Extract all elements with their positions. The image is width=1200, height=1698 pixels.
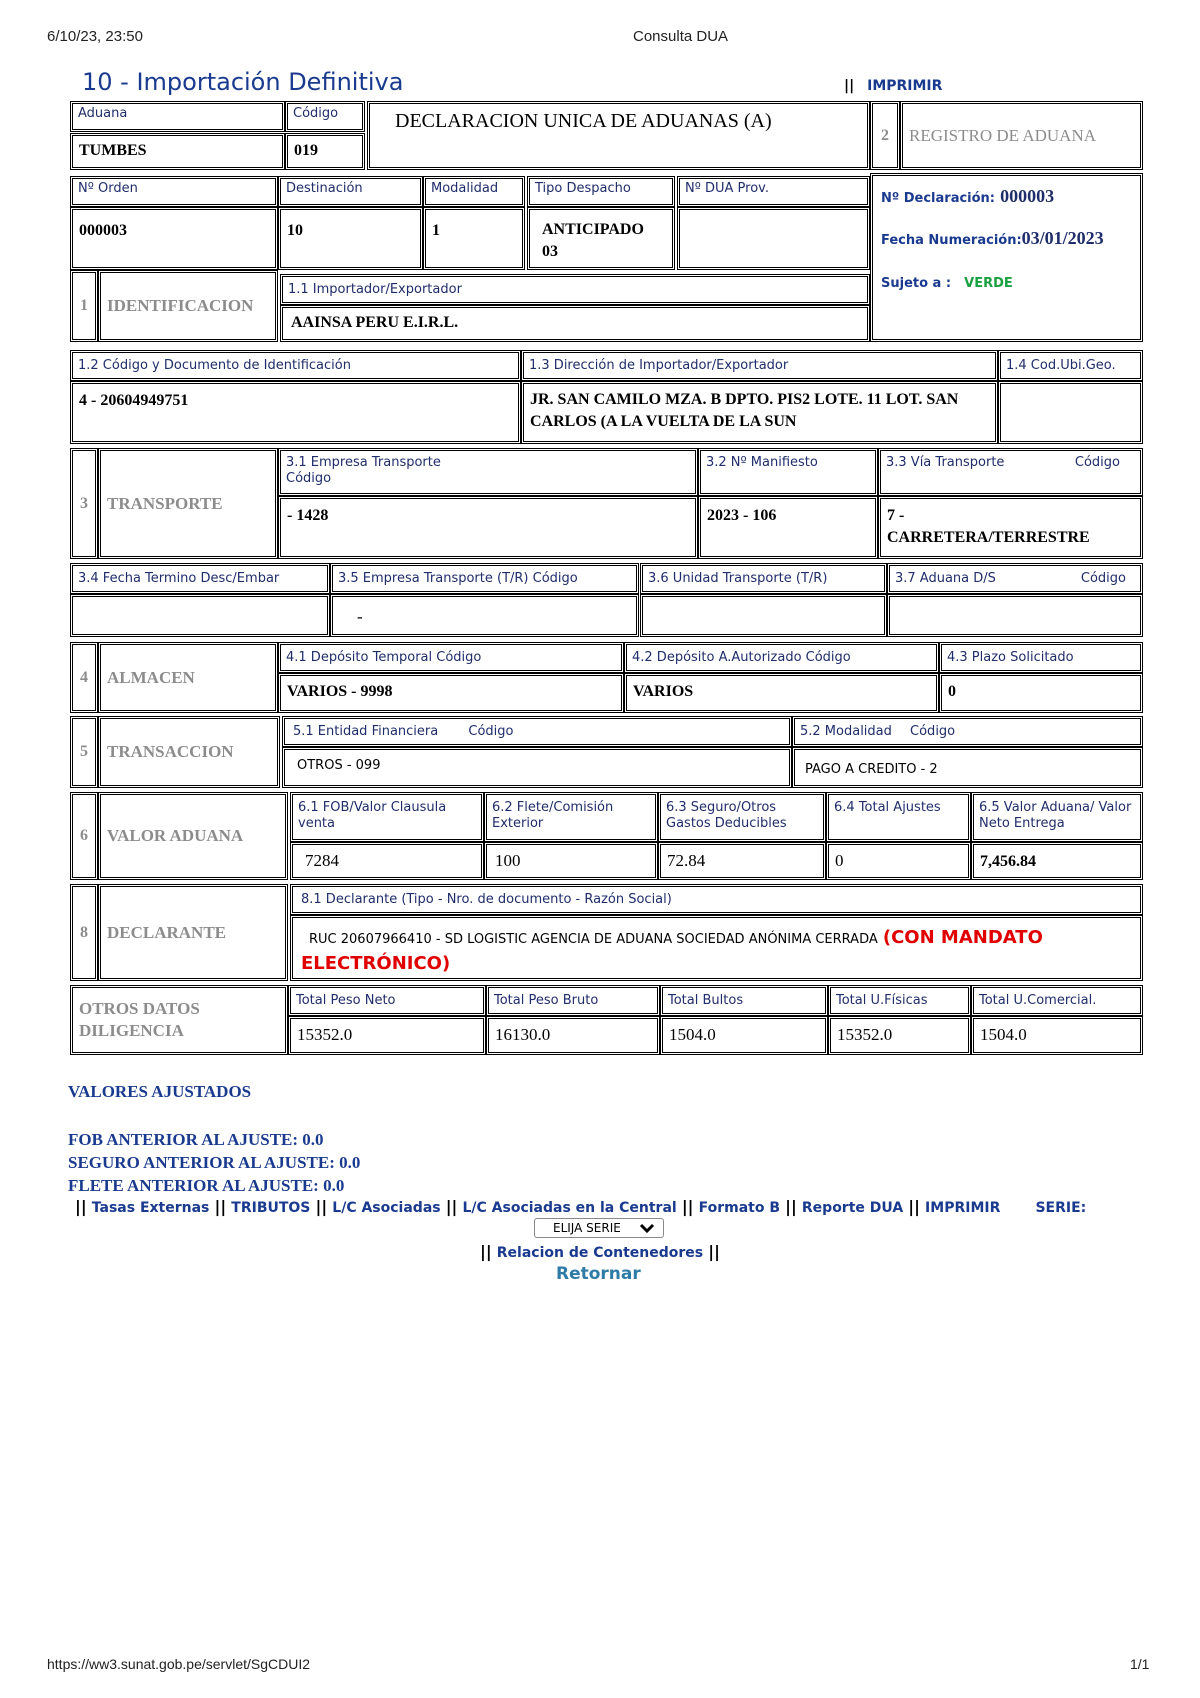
importador-value: AAINSA PERU E.I.R.L. [291,314,459,331]
peso-bruto-value-cell [486,1016,660,1055]
val-num: 6 [80,827,88,844]
ucomercial-label-cell [971,985,1143,1016]
declarante-value-wrap [293,918,1140,976]
link-formato-b[interactable]: Formato B [698,1200,781,1216]
unidad-value-cell [640,594,887,637]
ufisicas-value: 15352.0 [837,1025,893,1044]
nav-sep: || [480,1242,492,1261]
orden-value: 000003 [79,222,127,239]
via-value: 7 - CARRETERA/TERRESTRE [887,507,1090,546]
declarante-value: RUC 20607966410 - SD LOGISTIC AGENCIA DE ADUANA SOCIEDAD ANÓNIMA CERRADA [309,932,878,947]
modalidad52-value: PAGO A CREDITO - 2 [805,762,938,777]
bultos-label: Total Bultos [668,993,744,1008]
serie-label: SERIE: [1035,1200,1087,1216]
decl-num: 8 [80,923,88,941]
sujeto-line [881,272,1013,292]
print-url: https://ww3.sunat.gob.pe/servlet/SgCDUI2 [47,1656,311,1672]
header-separator: || [844,78,855,94]
destinacion-value: 10 [287,222,303,239]
ajustes-label: 6.4 Total Ajustes [834,800,941,815]
contenedores-row [480,1242,720,1261]
nav-sep: || [708,1242,720,1261]
ident-label: IDENTIFICACION [107,296,254,315]
chevron-down-icon [639,1219,655,1238]
direccion-value: JR. SAN CAMILO MZA. B DPTO. PIS2 LOTE. 11 LOT. SAN CARLOS (A LA VUELTA DE LA SUN [530,391,959,430]
modalidad52-code-label: Código [910,724,956,739]
orden-label-cell [70,176,278,207]
registro-label: REGISTRO DE ADUANA [909,125,1096,145]
plazo-label-cell [939,642,1143,673]
via-label-cell [878,448,1143,496]
flete-label-cell [484,792,658,842]
modalidad-value-cell [423,207,525,270]
otros-cell [70,985,288,1055]
registro-num-cell [870,101,900,170]
aduana-ds-label-row [890,566,1140,589]
tipo-despacho-label-cell [527,176,675,207]
link-lc[interactable]: L/C Asociadas [332,1200,441,1216]
unidad-value [643,597,884,609]
header-print [844,78,942,94]
plazo-value-cell [939,673,1143,713]
deposito-aut-label: 4.2 Depósito A.Autorizado Código [632,650,851,665]
dua-title-cell [367,101,870,170]
aduana-ds-label: 3.7 Aduana D/S [895,571,996,586]
ufisicas-value-cell [828,1016,971,1055]
ubigeo-value-cell [998,381,1143,444]
sujeto-label: Sujeto a : [881,276,952,291]
transp-cell [98,448,278,559]
link-reporte[interactable]: Reporte DUA [801,1200,904,1216]
unidad-label-cell [640,563,887,594]
fecha-value: 03/01/2023 [1021,228,1104,248]
print-timestamp: 6/10/23, 23:50 [47,28,143,45]
decl-num-cell [70,884,98,981]
transp-num-cell [70,448,98,559]
ufisicas-label: Total U.Físicas [836,993,928,1008]
declaracion-box [870,173,1143,342]
aduana-value-cell [70,133,285,170]
bultos-label-cell [660,985,828,1016]
deposito-aut-value-cell [624,673,939,713]
link-tributos[interactable]: TRIBUTOS [231,1200,311,1216]
entidad-value-cell [282,747,792,788]
declarante-label: 8.1 Declarante (Tipo - Nro. de documento - Razón Social) [301,892,672,907]
ubigeo-label: 1.4 Cod.Ubi.Geo. [1006,358,1116,373]
ajustes-value: 0 [835,851,844,870]
aduana-ds-value-cell [887,594,1143,637]
trans-label: TRANSACCION [107,742,234,761]
dua-title: DECLARACION UNICA DE ADUANAS (A) [395,110,772,132]
deposito-value: VARIOS - 9998 [287,683,393,700]
aduana-ds-label-cell [887,563,1143,594]
deposito-aut-label-cell [624,642,939,673]
declaracion-line [881,186,1054,207]
val-cell [98,792,288,880]
modalidad52-label: 5.2 Modalidad [800,724,892,739]
print-page-number: 1/1 [1130,1656,1150,1672]
declaracion-value: 000003 [1000,186,1055,206]
empresa-tr-value: - [357,607,363,626]
tipo-despacho-value-cell [527,207,675,270]
fecha-term-value [73,597,327,609]
dua-prov-label-cell [677,176,870,207]
nav-sep: || [908,1197,920,1216]
direccion-label: 1.3 Dirección de Importador/Exportador [529,358,789,373]
trans-cell [98,716,280,788]
entidad-label: 5.1 Entidad Financiera [293,724,439,739]
tipo-despacho-value: ANTICIPADO 03 [542,221,644,260]
declarante-value-cell [290,915,1143,981]
fob-value-cell [290,842,484,880]
modalidad-label-cell [423,176,525,207]
via-code-label: Código [1074,455,1120,470]
modalidad52-value-cell [792,747,1143,788]
ident-num: 1 [80,297,88,314]
unidad-label: 3.6 Unidad Transporte (T/R) [648,571,828,586]
empresa-value: - 1428 [287,507,329,524]
retornar-link[interactable]: Retornar [556,1264,641,1284]
alm-label: ALMACEN [107,667,195,687]
decl-label: DECLARANTE [107,922,227,942]
link-imprimir[interactable]: IMPRIMIR [925,1200,1001,1216]
modalidad52-label-cell [792,716,1143,747]
ubigeo-value [1001,384,1140,396]
tipo-despacho-label: Tipo Despacho [535,181,631,196]
destinacion-label-cell [278,176,423,207]
doc-value: 4 - 20604949751 [79,392,189,409]
destinacion-value-cell [278,207,423,270]
peso-neto-label: Total Peso Neto [296,993,396,1008]
deposito-aut-value: VARIOS [633,683,694,700]
seguro-label: 6.3 Seguro/Otros Gastos Deducibles [666,800,787,831]
doc-label: 1.2 Código y Documento de Identificación [78,358,351,373]
nav-sep: || [315,1197,328,1216]
trans-num: 5 [80,743,88,760]
seguro-value-cell [658,842,826,880]
importador-label-cell [280,274,870,305]
alm-cell [98,642,278,713]
ajustes-value-cell [826,842,971,880]
ajustes-label-cell [826,792,971,842]
deposito-label: 4.1 Depósito Temporal Código [286,650,482,665]
via-label: 3.3 Vía Transporte [886,455,1005,470]
serie-select-value: ELIJA SERIE [553,1221,621,1235]
fecha-term-label-cell [70,563,330,594]
manifiesto-label: 3.2 Nº Manifiesto [706,455,818,470]
peso-bruto-label: Total Peso Bruto [494,993,599,1008]
via-label-row [881,451,1140,473]
peso-bruto-value: 16130.0 [495,1025,551,1044]
flete-label: 6.2 Flete/Comisión Exterior [492,800,614,831]
ajustados-list [68,1128,360,1197]
fecha-line [881,228,1104,249]
manifiesto-value-cell [698,496,878,559]
codigo-value: 019 [294,142,318,159]
modalidad-label: Modalidad [431,181,499,196]
aduana-ds-value [890,597,1140,609]
registro-num: 2 [881,126,889,144]
entidad-label-cell [282,716,792,747]
valor-aduana-value: 7,456.84 [980,853,1036,870]
flete-value-cell [484,842,658,880]
entidad-label-row [285,719,789,742]
modalidad-value: 1 [432,222,440,239]
ubigeo-label-cell [998,350,1143,381]
peso-neto-value: 15352.0 [297,1025,353,1044]
nav-sep: || [681,1197,694,1216]
fob-label-cell [290,792,484,842]
serie-select[interactable] [534,1218,664,1238]
ident-cell [98,270,278,342]
ajustados-title: VALORES AJUSTADOS [68,1082,252,1101]
print-link-top[interactable]: IMPRIMIR [867,78,943,94]
declarante-label-cell [290,884,1143,915]
empresa-tr-label-cell [330,563,639,594]
ajustados-flete: FLETE ANTERIOR AL AJUSTE: 0.0 [68,1176,345,1195]
empresa-label-cell [278,448,698,496]
codigo-label-cell [285,101,365,132]
importador-label: 1.1 Importador/Exportador [288,282,462,297]
direccion-label-cell [521,350,998,381]
valor-aduana-value-cell [971,842,1143,880]
fecha-label: Fecha Numeración: [881,233,1022,248]
aduana-label-cell [70,101,285,132]
ajustados-seguro: SEGURO ANTERIOR AL AJUSTE: 0.0 [68,1153,361,1172]
orden-value-cell [70,207,278,270]
fob-label: 6.1 FOB/Valor Clausula venta [298,800,447,831]
empresa-tr-label: 3.5 Empresa Transporte (T/R) Código [338,571,578,586]
val-label: VALOR ADUANA [107,826,244,845]
peso-neto-value-cell [288,1016,486,1055]
otros-label: OTROS DATOS DILIGENCIA [79,999,200,1040]
entidad-value: OTROS - 099 [297,758,381,773]
doc-label-cell [70,350,521,381]
print-page-title: Consulta DUA [633,28,729,45]
ucomercial-label: Total U.Comercial. [979,993,1097,1008]
manifiesto-label-cell [698,448,878,496]
importador-value-cell [280,305,870,342]
ident-num-cell [70,270,98,342]
orden-label: Nº Orden [78,181,138,196]
peso-neto-label-cell [288,985,486,1016]
val-num-cell [70,792,98,880]
fob-value: 7284 [305,851,339,870]
dua-prov-value-cell [677,207,870,270]
nav-sep: || [75,1197,87,1216]
dua-prov-value [680,210,867,222]
empresa-tr-value-cell [330,594,639,637]
seguro-value: 72.84 [667,851,706,870]
entidad-code-label: Código [468,724,514,739]
ajustados-fob: FOB ANTERIOR AL AJUSTE: 0.0 [68,1130,324,1149]
deposito-value-cell [278,673,624,713]
link-contenedores[interactable]: Relacion de Contenedores [496,1245,704,1261]
ucomercial-value-cell [971,1016,1143,1055]
valor-aduana-label: 6.5 Valor Aduana/ Valor Neto Entrega [979,800,1132,831]
modalidad52-label-row [795,719,1140,742]
fecha-term-value-cell [70,594,330,637]
nav-sep: || [785,1197,797,1216]
codigo-value-cell [285,133,365,170]
direccion-value-cell [521,381,998,444]
mandato-badge: (CON MANDATO ELECTRÓNICO) [301,927,1043,974]
nav-sep: || [445,1197,458,1216]
destinacion-label: Destinación [286,181,363,196]
seguro-label-cell [658,792,826,842]
trans-num-cell [70,716,98,788]
decl-cell [98,884,288,981]
manifiesto-value: 2023 - 106 [707,507,777,524]
plazo-value: 0 [948,683,956,700]
registro-cell [900,101,1143,170]
transp-label: TRANSPORTE [107,493,223,513]
sujeto-value: VERDE [964,276,1013,291]
ufisicas-label-cell [828,985,971,1016]
nav-sep: || [214,1197,227,1216]
via-value-cell [878,496,1143,559]
fecha-term-label: 3.4 Fecha Termino Desc/Embar [78,571,280,586]
bultos-value: 1504.0 [669,1025,716,1044]
deposito-label-cell [278,642,624,673]
dua-prov-label: Nº DUA Prov. [685,181,769,196]
alm-num: 4 [80,668,88,686]
empresa-value-cell [278,496,698,559]
peso-bruto-label-cell [486,985,660,1016]
declaracion-label: Nº Declaración: [881,191,996,206]
bultos-value-cell [660,1016,828,1055]
alm-num-cell [70,642,98,713]
transp-num: 3 [80,494,88,512]
page-title: 10 - Importación Definitiva [82,68,404,96]
link-tasas[interactable]: Tasas Externas [91,1200,210,1216]
codigo-label: Código [293,106,339,121]
nav-bar [75,1197,1086,1216]
link-lc-central[interactable]: L/C Asociadas en la Central [462,1200,677,1216]
empresa-label: 3.1 Empresa Transporte Código [286,455,441,486]
flete-value: 100 [495,851,521,870]
plazo-label: 4.3 Plazo Solicitado [947,650,1074,665]
aduana-label: Aduana [78,106,128,121]
aduana-value: TUMBES [79,142,147,159]
ucomercial-value: 1504.0 [980,1025,1027,1044]
aduana-ds-code-label: Código [1080,571,1126,586]
doc-value-cell [70,381,521,444]
valor-aduana-label-cell [971,792,1143,842]
